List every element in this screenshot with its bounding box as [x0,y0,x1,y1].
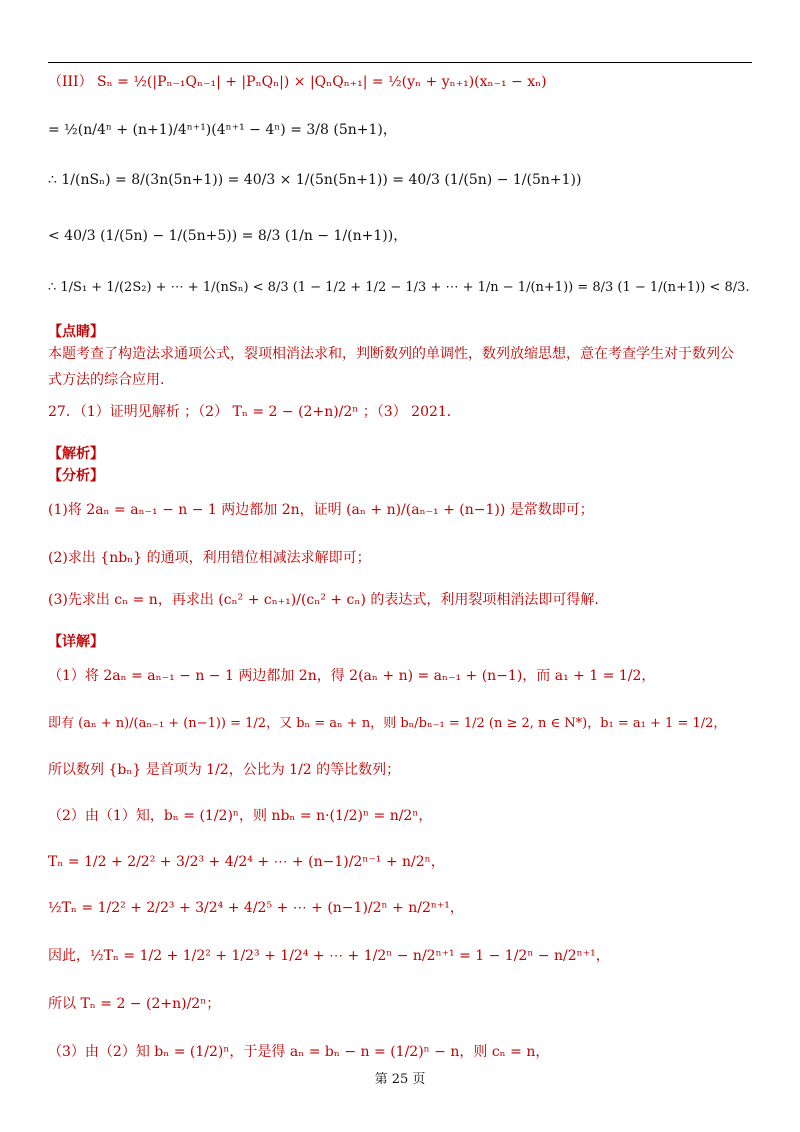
detail-6: ½Tₙ = 1/2² + 2/2³ + 3/2⁴ + 4/2⁵ + ⋯ + (n−1)/2ⁿ + n/2ⁿ⁺¹， [48,900,464,916]
detail-8: 所以 Tₙ = 2 − (2+n)/2ⁿ； [48,996,221,1012]
line-3: ∴ 1/(nSₙ) = 8/(3n(5n+1)) = 40/3 × 1/(5n(5n+1)) = 40/3 (1/(5n) − 1/(5n+1)) [48,172,582,188]
detail-4: （2）由（1）知，bₙ = (1/2)ⁿ，则 nbₙ = n·(1/2)ⁿ = n/2ⁿ， [48,808,433,824]
summary-line-1: 本题考查了构造法求通项公式，裂项相消法求和，判断数列的单调性，数列放缩思想，意在考查学生对于数列公 [48,346,734,362]
analysis-3: (3)先求出 cₙ = n，再求出 (cₙ² + cₙ₊₁)/(cₙ² + cₙ) 的表达式，利用裂项相消法即可得解. [48,592,599,608]
heading-jiexi: 【解析】 [48,446,104,462]
line-1: （III） Sₙ = ½(|Pₙ₋₁Qₙ₋₁| + |PₙQₙ|) × |QₙQₙ₊₁| = ½(yₙ + yₙ₊₁)(xₙ₋₁ − xₙ) [48,74,547,90]
detail-5: Tₙ = 1/2 + 2/2² + 3/2³ + 4/2⁴ + ⋯ + (n−1)/2ⁿ⁻¹ + n/2ⁿ， [48,854,445,870]
header-rule [48,62,752,63]
heading-dianjing: 【点睛】 [48,324,104,340]
page-number: 第 25 页 [374,1072,426,1087]
analysis-1: (1)将 2aₙ = aₙ₋₁ − n − 1 两边都加 2n，证明 (aₙ + n)/(aₙ₋₁ + (n−1)) 是常数即可； [48,502,594,518]
detail-1: （1）将 2aₙ = aₙ₋₁ − n − 1 两边都加 2n，得 2(aₙ + n) = aₙ₋₁ + (n−1)，而 a₁ + 1 = 1/2， [48,668,656,684]
detail-7: 因此，½Tₙ = 1/2 + 1/2² + 1/2³ + 1/2⁴ + ⋯ + 1/2ⁿ − n/2ⁿ⁺¹ = 1 − 1/2ⁿ − n/2ⁿ⁺¹， [48,948,610,964]
line-5: ∴ 1/S₁ + 1/(2S₂) + ⋯ + 1/(nSₙ) < 8/3 (1 − 1/2 + 1/2 − 1/3 + ⋯ + 1/n − 1/(n+1)) = 8/3 (1 − 1/(n+1)) < 8/3. [48,280,750,295]
analysis-2: (2)求出 {nbₙ} 的通项，利用错位相减法求解即可； [48,550,371,566]
line-4: < 40/3 (1/(5n) − 1/(5n+5)) = 8/3 (1/n − 1/(n+1))， [48,228,408,244]
detail-2: 即有 (aₙ + n)/(aₙ₋₁ + (n−1)) = 1/2，又 bₙ = aₙ + n，则 bₙ/bₙ₋₁ = 1/2 (n ≥ 2, n ∈ N*)，b₁ = a₁ + 1 = 1/2， [48,716,727,731]
detail-9: （3）由（2）知 bₙ = (1/2)ⁿ，于是得 aₙ = bₙ − n = (1/2)ⁿ − n，则 cₙ = n， [48,1044,550,1060]
answer-27: 27．（1）证明见解析 ；（2） Tₙ = 2 − (2+n)/2ⁿ ；（3） 2021． [48,404,461,420]
summary-line-2: 式方法的综合应用. [48,372,165,388]
detail-3: 所以数列 {bₙ} 是首项为 1/2，公比为 1/2 的等比数列； [48,762,401,778]
heading-xiangjie: 【详解】 [48,634,104,650]
line-2: = ½(n/4ⁿ + (n+1)/4ⁿ⁺¹)(4ⁿ⁺¹ − 4ⁿ) = 3/8 (5n+1)， [48,122,397,138]
heading-fenxi: 【分析】 [48,468,104,484]
